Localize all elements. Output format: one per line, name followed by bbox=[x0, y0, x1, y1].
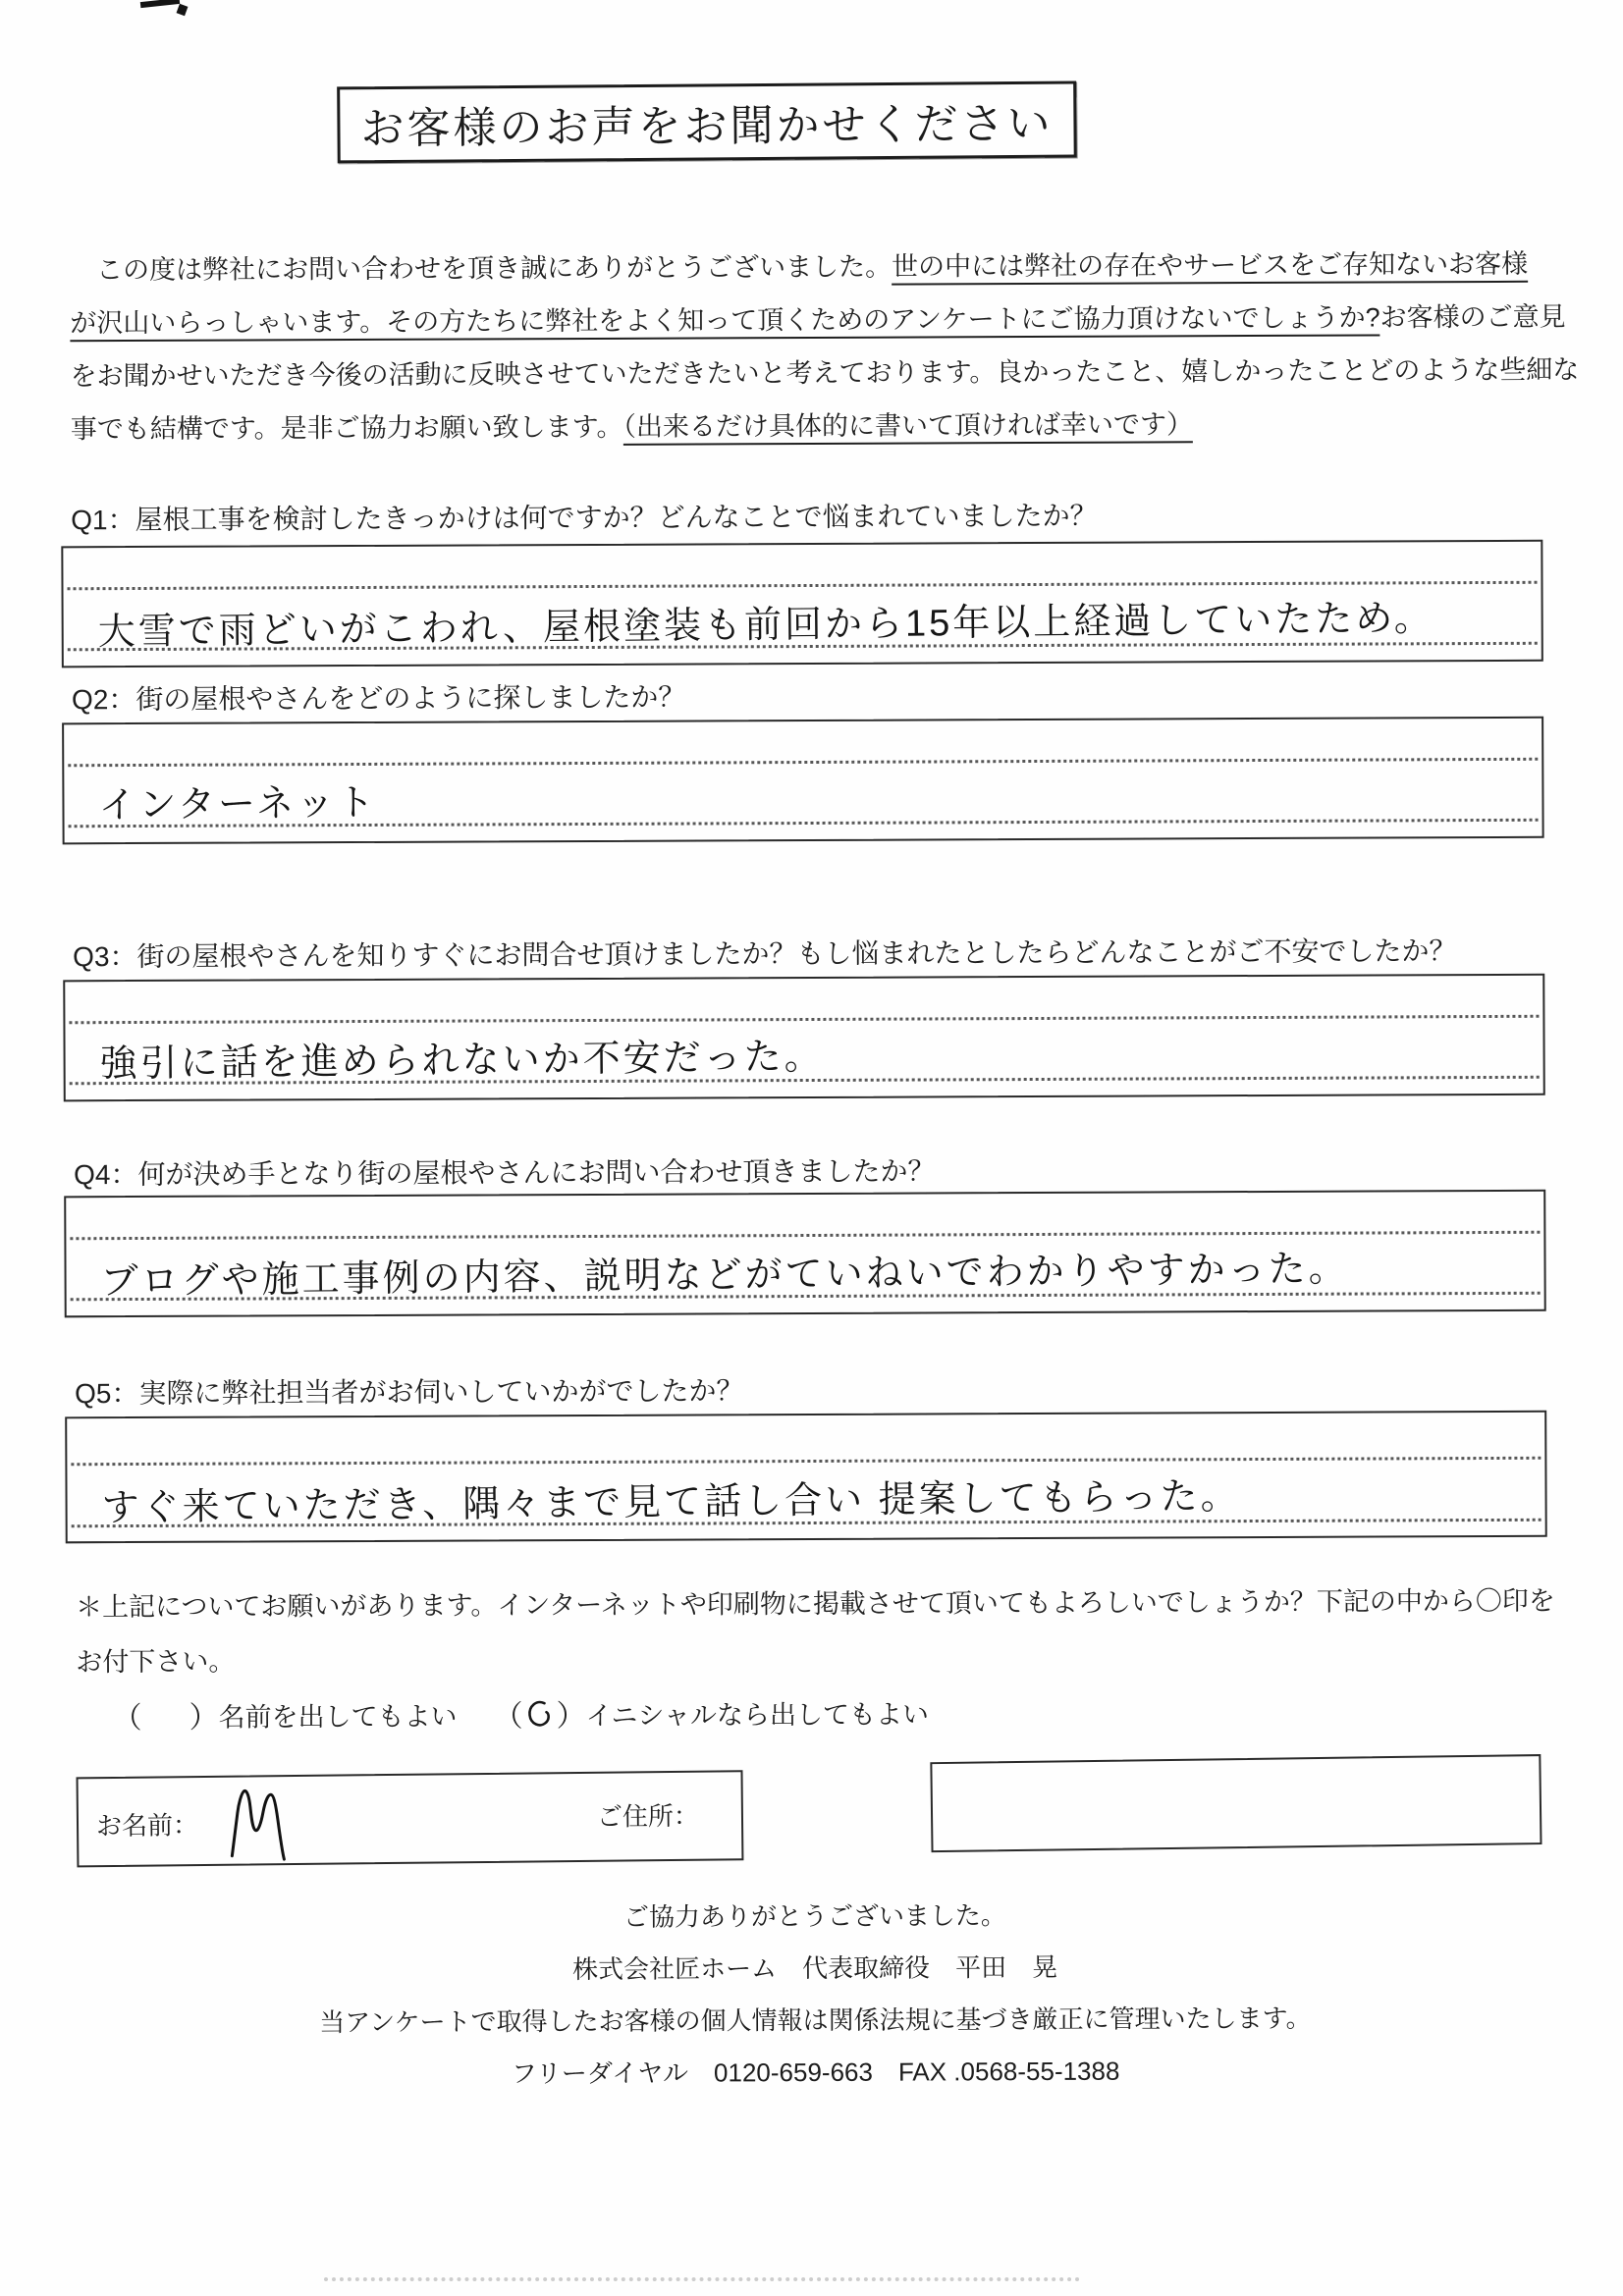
scan-artifact-bottom bbox=[324, 2277, 1080, 2281]
answer-box-q5 bbox=[65, 1411, 1547, 1544]
paren-open: （ bbox=[112, 1701, 142, 1735]
consent-option-name-label: 名前を出してもよい bbox=[218, 1701, 458, 1733]
address-label: ご住所： bbox=[596, 1800, 700, 1832]
handwritten-answer-q1: 大雪で雨どいがこわれ、屋根塗装も前回から15年以上経過していたため。 bbox=[97, 598, 1434, 654]
dotted-writing-line bbox=[71, 1457, 1541, 1467]
consent-option-initial-label: イニシャルなら出してもよい bbox=[585, 1698, 929, 1731]
intro-line-4 bbox=[71, 397, 1583, 456]
answer-box-q4 bbox=[64, 1190, 1546, 1318]
dotted-writing-line bbox=[69, 1015, 1539, 1025]
consent-note-line-1: ＊上記についてお願いがあります。インターネットや印刷物に掲載させて頂いてもよろしいでしょうか？下記の中から〇印を bbox=[75, 1585, 1555, 1623]
question-label-q5: Q5：実際に弊社担当者がお伺いしていかがでしたか？ bbox=[75, 1375, 744, 1410]
handwritten-answer-q5: すぐ来ていただき、隅々まで見て話し合い 提案してもらった。 bbox=[101, 1475, 1241, 1529]
consent-note-line-2: お付下さい。 bbox=[76, 1646, 236, 1678]
handwritten-initial bbox=[226, 1783, 311, 1867]
footer-phone: フリーダイヤル 0120-659-663 FAX .0568-55-1388 bbox=[511, 2056, 1120, 2089]
intro-underlined-text: が沢山いらっしゃいます。その方たちに弊社をよく知って頂くためのアンケートにご協力頂けないでしょうか? bbox=[70, 302, 1380, 342]
intro-line-3 bbox=[70, 344, 1582, 403]
consent-option-name bbox=[112, 1692, 457, 1737]
question-label-q3: Q3：街の屋根やさんを知りすぐにお問合せ頂けましたか？もし悩まれたとしたらどんなことがご不安でしたか？ bbox=[73, 935, 1457, 973]
title-box bbox=[337, 80, 1077, 163]
consent-option-initial bbox=[493, 1689, 929, 1735]
handwritten-answer-q3: 強引に話を進められないか不安だった。 bbox=[99, 1036, 825, 1086]
name-field-box bbox=[77, 1770, 744, 1867]
intro-underlined-text: 世の中には弊社の存在やサービスをご存知ないお客様 bbox=[892, 249, 1528, 286]
paren-open: （ bbox=[493, 1700, 523, 1734]
address-field-box bbox=[930, 1754, 1542, 1852]
answer-box-q2 bbox=[62, 717, 1544, 845]
paren-close: ） bbox=[189, 1701, 219, 1735]
intro-text: をお聞かせいただき今後の活動に反映させていただきたいと考えております。良かったこと、嬉しかったことどのような些細な bbox=[70, 354, 1580, 392]
intro-underlined-text: （出来るだけ具体的に書いて頂ければ幸いです） bbox=[622, 409, 1193, 446]
question-label-q2: Q2：街の屋根やさんをどのように探しましたか？ bbox=[71, 681, 686, 716]
question-label-q1: Q1：屋根工事を検討したきっかけは何ですか？どんなことで悩まれていましたか？ bbox=[71, 500, 1098, 536]
intro-text: お客様のご意見 bbox=[1380, 301, 1566, 333]
footer-thanks: ご協力ありがとうございました。 bbox=[622, 1900, 1006, 1932]
intro-text: 事でも結構です。是非ご協力お願い致します。 bbox=[70, 411, 623, 445]
answer-box-q3 bbox=[63, 974, 1545, 1102]
intro-text: この度は弊社にお問い合わせを頂き誠にありがとうございました。 bbox=[70, 251, 893, 286]
intro-line-1 bbox=[70, 238, 1582, 297]
handwritten-answer-q4: ブログや施工事例の内容、説明などがていねいでわかりやすかった。 bbox=[100, 1248, 1349, 1304]
question-label-q4: Q4：何が決め手となり街の屋根やさんにお問い合わせ頂きましたか？ bbox=[74, 1155, 936, 1191]
answer-box-q1 bbox=[61, 540, 1543, 668]
name-label: お名前： bbox=[95, 1810, 199, 1842]
intro-line-2 bbox=[70, 291, 1582, 350]
dotted-writing-line bbox=[68, 758, 1538, 768]
footer-privacy: 当アンケートで取得したお客様の個人情報は関係法規に基づき厳正に管理いたします。 bbox=[319, 2002, 1312, 2038]
handwritten-answer-q2: インターネット bbox=[98, 782, 378, 828]
paren-close: ） bbox=[556, 1700, 586, 1734]
handwritten-circle-mark bbox=[522, 1698, 556, 1732]
footer-company: 株式会社匠ホーム 代表取締役 平田 晃 bbox=[572, 1951, 1058, 1985]
page-title: お客様のお声をお聞かせください bbox=[360, 99, 1054, 154]
